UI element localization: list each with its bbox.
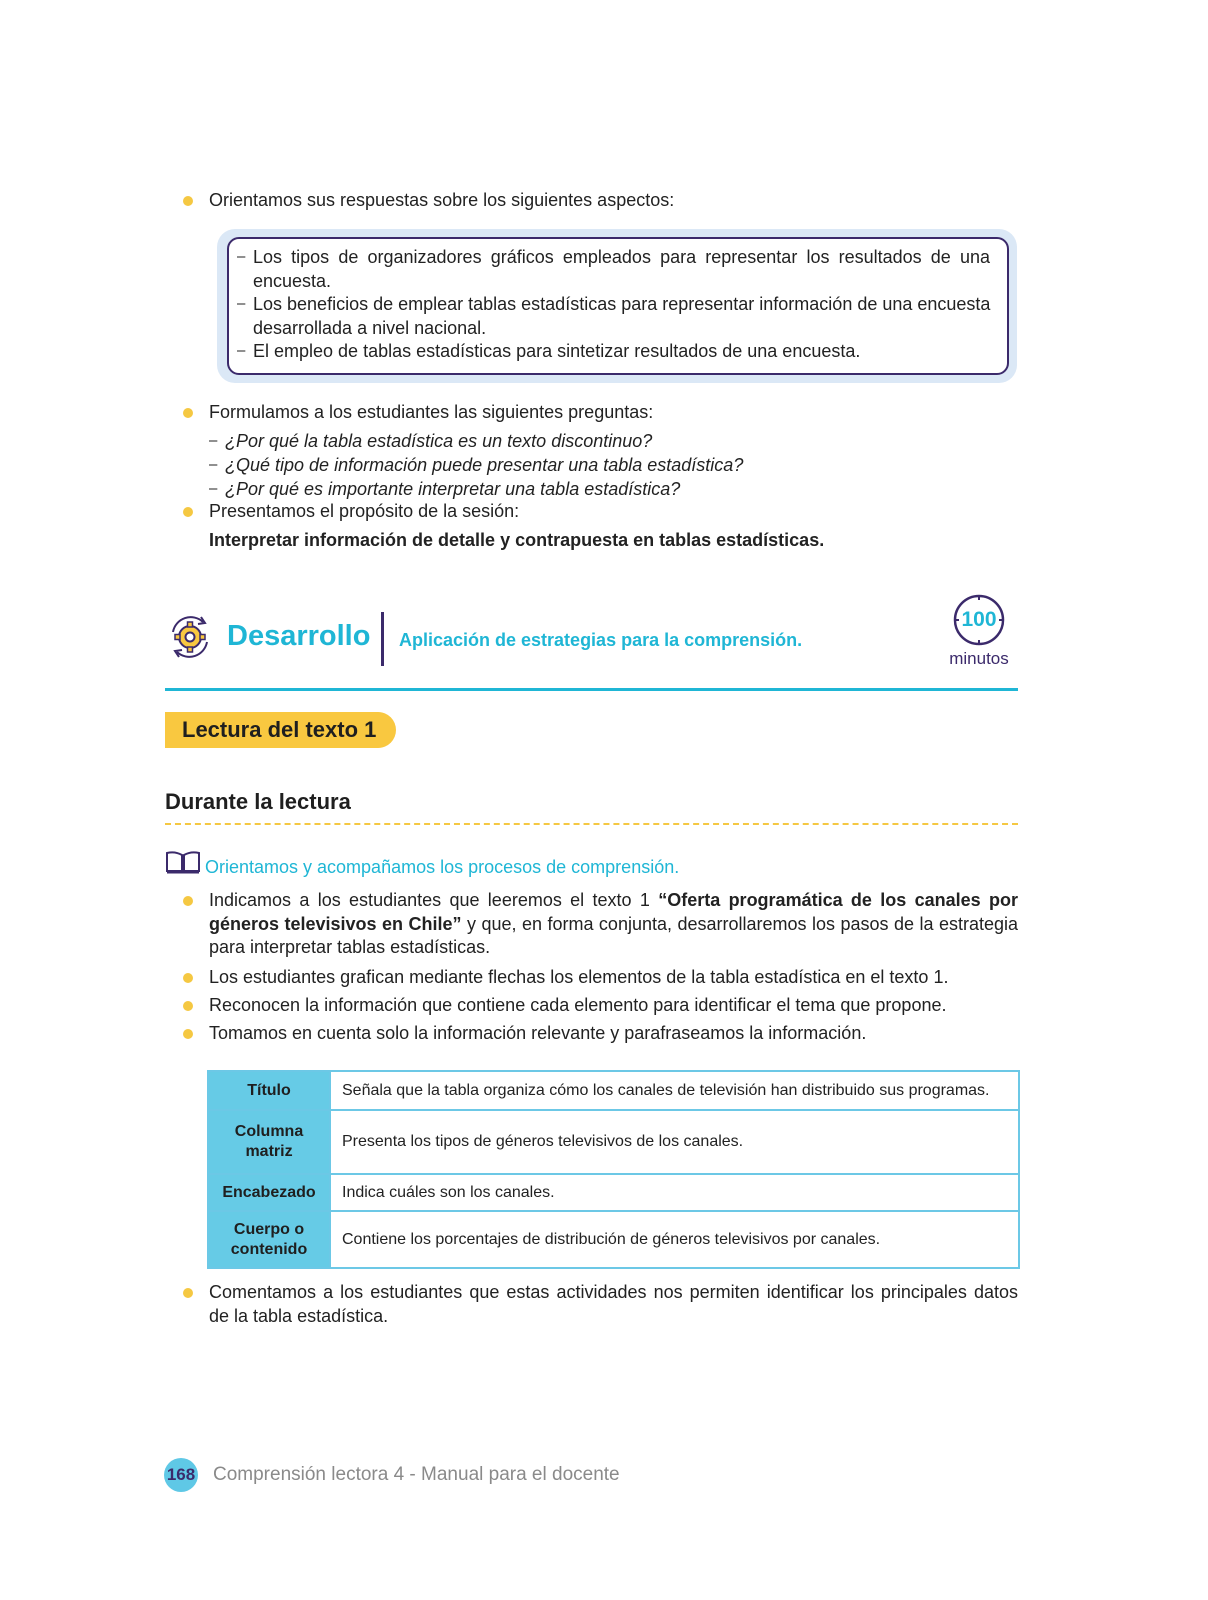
header-rule [165,688,1018,691]
aspect-item: Los beneficios de emplear tablas estadísticas para representar información de una encuesta desarrollada a nivel nacional. [253,294,991,338]
question-item: ¿Qué tipo de información puede presentar una tabla estadística? [225,455,744,475]
question-item: ¿Por qué la tabla estadística es un texto discontinuo? [225,431,653,451]
dash-marker: – [237,295,246,312]
bullet-dot [183,1029,193,1039]
table-value: Contiene los porcentajes de distribución de géneros televisivos por canales. [330,1211,1019,1268]
purpose-lead: Presentamos el propósito de la sesión: [209,501,520,521]
header-divider [381,612,384,666]
dash-marker: – [209,480,218,497]
orient-line: Orientamos y acompañamos los procesos de comprensión. [205,857,680,877]
bullet-dot [183,1001,193,1011]
bullet-dot [183,408,193,418]
section-subtitle: Aplicación de estrategias para la comprensión. [399,630,803,650]
table-value: Presenta los tipos de géneros televisivos de los canales. [330,1110,1019,1174]
table-key: Encabezado [208,1174,330,1211]
session-purpose: Interpretar información de detalle y contrapuesta en tablas estadísticas. [209,530,825,550]
bullet-dot [183,1288,193,1298]
aspect-item: El empleo de tablas estadísticas para sintetizar resultados de una encuesta. [253,341,861,361]
reading-intro [209,889,1018,960]
section-heading: Desarrollo [227,620,371,652]
bullet-dot [183,896,193,906]
table-row [208,1174,1019,1211]
table-key: Columna matriz [208,1110,330,1174]
dash-marker: – [237,342,246,359]
closing-text: Comentamos a los estudiantes que estas actividades nos permiten identificar los principales datos de la tabla estadística. [209,1282,1018,1326]
reading-pill-label: Lectura del texto 1 [182,717,377,742]
aspects-lead: Orientamos sus respuestas sobre los siguientes aspectos: [209,190,675,210]
page-number: 168 [164,1458,198,1492]
bullet-dot [183,973,193,983]
dash-marker: – [209,456,218,473]
gear-cycle-icon [165,612,215,662]
question-item: ¿Por qué es importante interpretar una tabla estadística? [225,479,681,499]
reading-bullet: Reconocen la información que contiene cada elemento para identificar el tema que propone. [209,995,947,1015]
table-key: Cuerpo o contenido [208,1211,330,1268]
aspect-item: Los tipos de organizadores gráficos empleados para representar los resultados de una encuesta. [253,247,990,291]
dash-marker: – [237,248,246,265]
subsection-title: Durante la lectura [165,789,351,814]
table-value: Señala que la tabla organiza cómo los canales de televisión han distribuido sus programas. [330,1071,1019,1110]
duration-minutes: 100 [961,608,997,631]
bullet-dot [183,507,193,517]
table-value: Indica cuáles son los canales. [330,1174,1019,1211]
reading-bullet: Tomamos en cuenta solo la información relevante y parafraseamos la información. [209,1023,867,1043]
questions-lead: Formulamos a los estudiantes las siguientes preguntas: [209,402,654,422]
open-book-icon [165,850,201,874]
table-key: Título [208,1071,330,1110]
bullet-dot [183,196,193,206]
table-row [208,1071,1019,1110]
reading-intro-text: y que, en forma conjunta, desarrollaremos los pasos de la estrategia para interpretar tablas estadísticas. [209,913,1018,957]
reading-intro-text: Indicamos a los estudiantes que leeremos el texto 1 [209,890,659,910]
dash-marker: – [209,432,218,449]
text-title: “Oferta programática de los canales por géneros televisivos en Chile” [209,890,1018,934]
footer-title: Comprensión lectora 4 - Manual para el docente [213,1464,620,1485]
elements-table [207,1070,1020,1269]
dashed-divider [165,823,1018,825]
table-row [208,1110,1019,1174]
duration-label: minutos [949,649,1009,668]
reading-bullet: Los estudiantes grafican mediante flechas los elementos de la tabla estadística en el texto 1. [209,967,949,987]
table-row [208,1211,1019,1268]
